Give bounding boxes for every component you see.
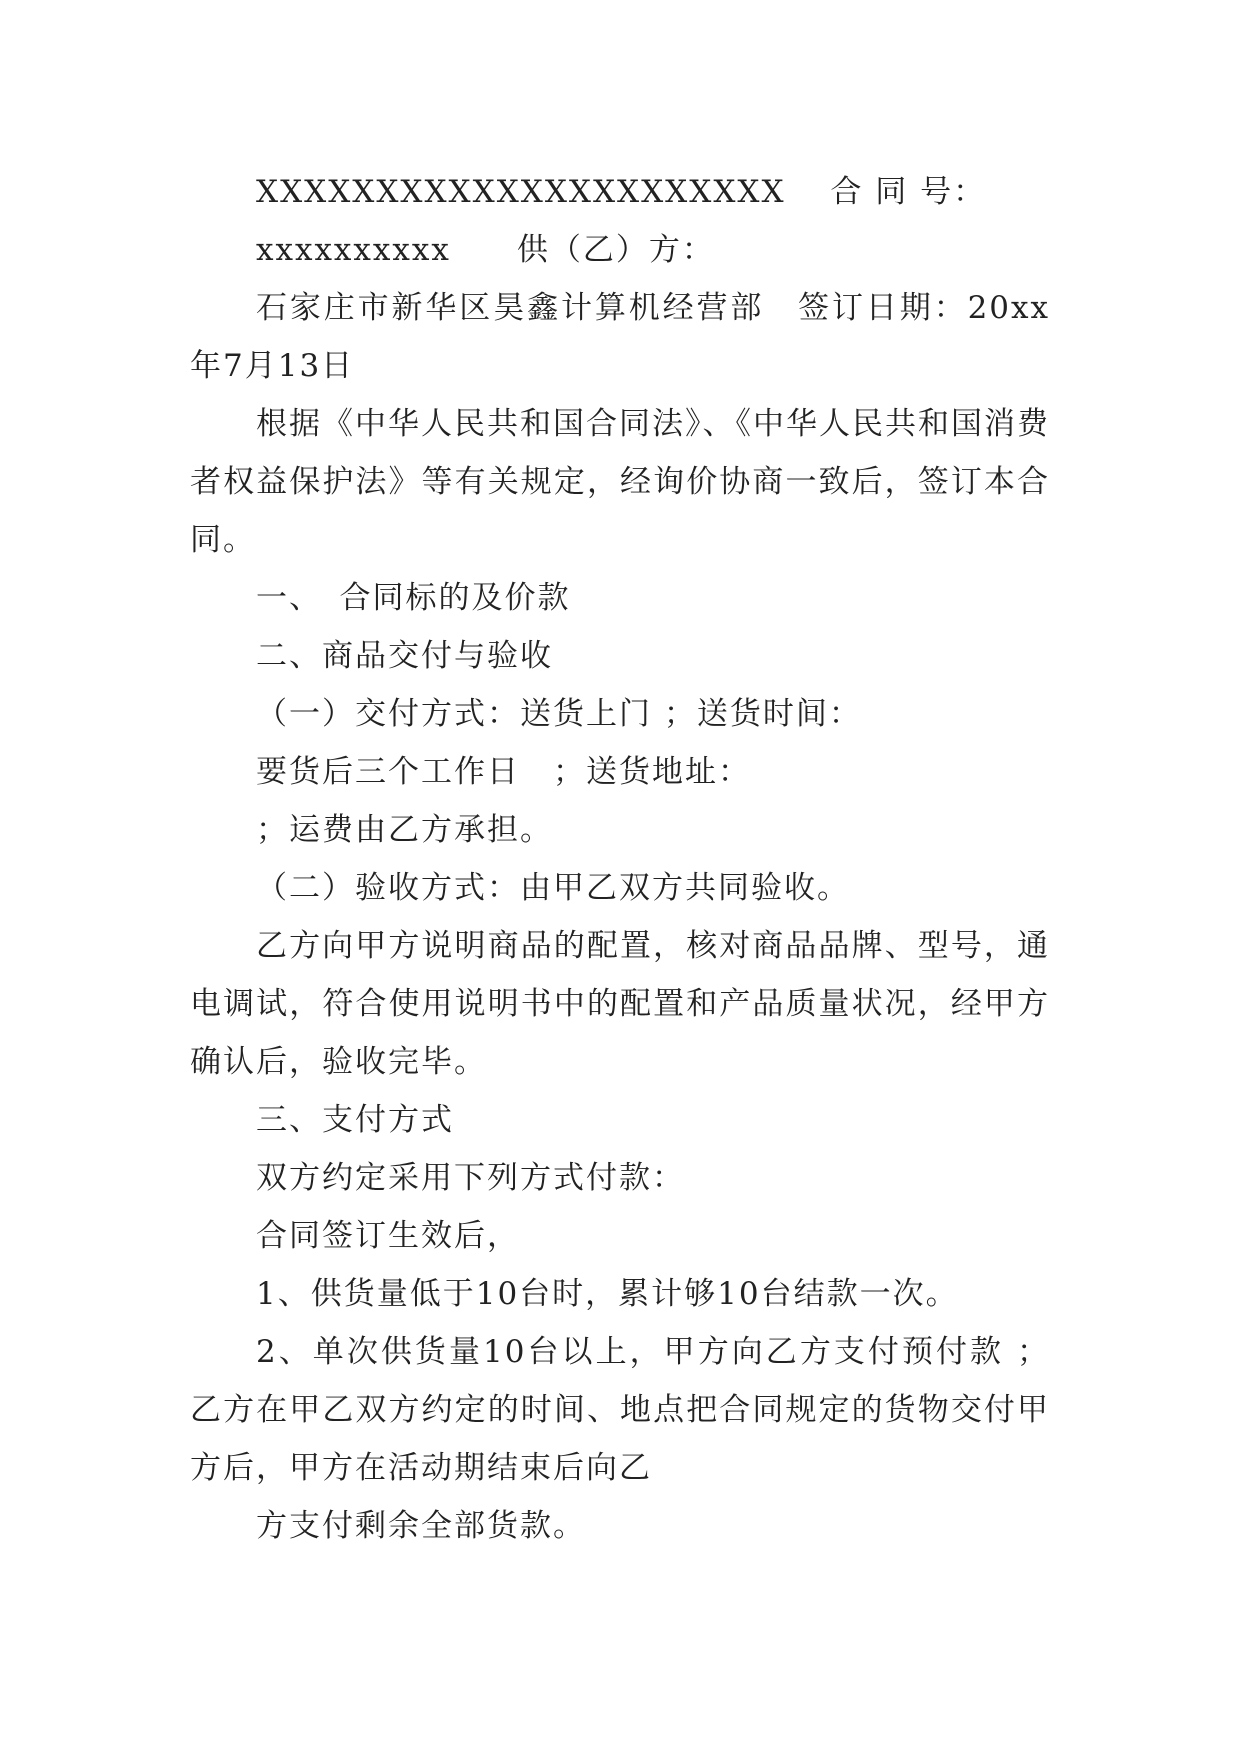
section-heading-1: 一、 合同标的及价款 — [256, 580, 571, 616]
section-heading-3: 三、支付方式 — [256, 1102, 454, 1138]
payment-intro-line: 双方约定采用下列方式付款： — [256, 1160, 685, 1196]
acceptance-method-line: （二）验收方式：由甲乙双方共同验收。 — [256, 870, 850, 906]
supplier-line: xxxxxxxxxx 供（乙）方： — [256, 232, 715, 268]
contract-body — [190, 163, 1050, 1555]
freight-line: ；运费由乙方承担。 — [256, 812, 553, 848]
supplier-name-and-date: 石家庄市新华区昊鑫计算机经营部 签订日期：20xx年7月13日 — [190, 290, 1050, 384]
delivery-method-line: （一）交付方式：送货上门 ；送货时间： — [256, 696, 862, 732]
payment-remaining-line: 方支付剩余全部货款。 — [256, 1508, 586, 1544]
acceptance-paragraph: 乙方向甲方说明商品的配置，核对商品品牌、型号，通电调试，符合使用说明书中的配置和产品质量状况，经甲方确认后，验收完毕。 — [190, 928, 1050, 1080]
payment-effective-line: 合同签订生效后， — [256, 1218, 520, 1254]
delivery-time-line: 要货后三个工作日 ；送货地址： — [256, 754, 751, 790]
payment-item-1: 1、供货量低于10台时，累计够10台结款一次。 — [256, 1276, 959, 1312]
legal-basis-paragraph: 根据《中华人民共和国合同法》、《中华人民共和国消费者权益保护法》等有关规定，经询价协商一致后，签订本合同。 — [190, 406, 1050, 558]
contract-number-line: XXXXXXXXXXXXXXXXXXXXXX 合 同 号： — [256, 174, 987, 210]
payment-item-2: 2、单次供货量10台以上，甲方向乙方支付预付款 ；乙方在甲乙双方约定的时间、地点把合同规定的货物交付甲方后，甲方在活动期结束后向乙 — [190, 1334, 1050, 1486]
section-heading-2: 二、商品交付与验收 — [256, 638, 553, 674]
